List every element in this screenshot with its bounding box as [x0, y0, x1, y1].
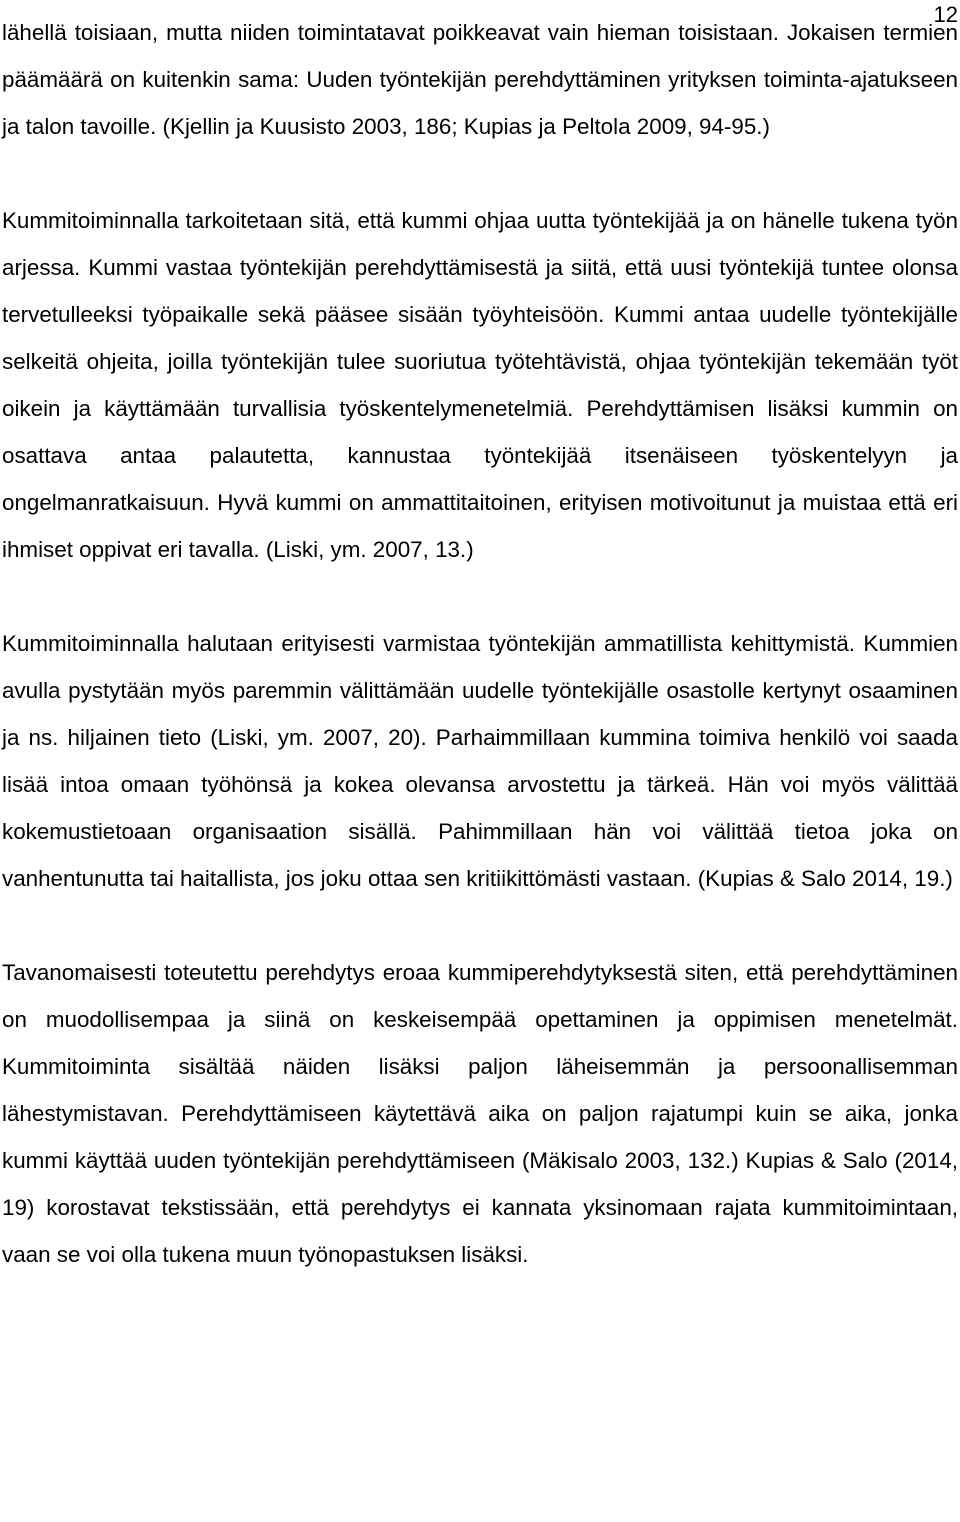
paragraph-continuation: lähellä toisiaan, mutta niiden toimintatavat poikkeavat vain hieman toisistaan. Jokaisen termien päämäärä on kuitenkin sama: Uuden työntekijän perehdyttäminen yrityksen toiminta-ajatukseen ja talon tavoille. (Kjellin ja Kuusisto 2003, 186; Kupias ja Peltola 2009, 94-95.): [2, 20, 958, 139]
page-body: [2, 9, 958, 1278]
paragraph-comparison: Tavanomaisesti toteutettu perehdytys eroaa kummiperehdytyksestä siten, että perehdyttäminen on muodollisempaa ja siinä on keskeisempää opettaminen ja oppimisen menetelmät. Kummitoiminta sisältää näiden lisäksi paljon läheisemmän ja persoonallisemman lähestymistavan. Perehdyttämiseen käytettävä aika on paljon rajatumpi kuin se aika, jonka kummi käyttää uuden työntekijän perehdyttämiseen (Mäkisalo 2003, 132.) Kupias & Salo (2014, 19) korostavat tekstissään, että perehdytys ei kannata yksinomaan rajata kummitoimintaan, vaan se voi olla tukena muun työnopastuksen lisäksi.: [2, 960, 958, 1267]
paragraph-kummitoiminta-definition: Kummitoiminnalla tarkoitetaan sitä, että kummi ohjaa uutta työntekijää ja on hänelle tukena työn arjessa. Kummi vastaa työntekijän perehdyttämisestä ja siitä, että uusi työntekijä tuntee olonsa tervetulleeksi työpaikalle sekä pääsee sisään työyhteisöön. Kummi antaa uudelle työntekijälle selkeitä ohjeita, joilla työntekijän tulee suoriutua työtehtävistä, ohjaa työntekijän tekemään työt oikein ja käyttämään turvallisia työskentelymenetelmiä. Perehdyttämisen lisäksi kummin on osattava antaa palautetta, kannustaa työntekijää itsenäiseen työskentelyyn ja ongelmanratkaisuun. Hyvä kummi on ammattitaitoinen, erityisen motivoitunut ja muistaa että eri ihmiset oppivat eri tavalla. (Liski, ym. 2007, 13.): [2, 208, 958, 562]
paragraph-kummitoiminta-goals: Kummitoiminnalla halutaan erityisesti varmistaa työntekijän ammatillista kehittymistä. Kummien avulla pystytään myös paremmin välittämään uudelle työntekijälle osastolle kertynyt osaaminen ja ns. hiljainen tieto (Liski, ym. 2007, 20). Parhaimmillaan kummina toimiva henkilö voi saada lisää intoa omaan työhönsä ja kokea olevansa arvostettu ja tärkeä. Hän voi myös välittää kokemustietoaan organisaation sisällä. Pahimmillaan hän voi välittää tietoa joka on vanhentunutta tai haitallista, jos joku ottaa sen kritiikittömästi vastaan. (Kupias & Salo 2014, 19.): [2, 631, 958, 891]
page-number: 12: [933, 2, 958, 27]
